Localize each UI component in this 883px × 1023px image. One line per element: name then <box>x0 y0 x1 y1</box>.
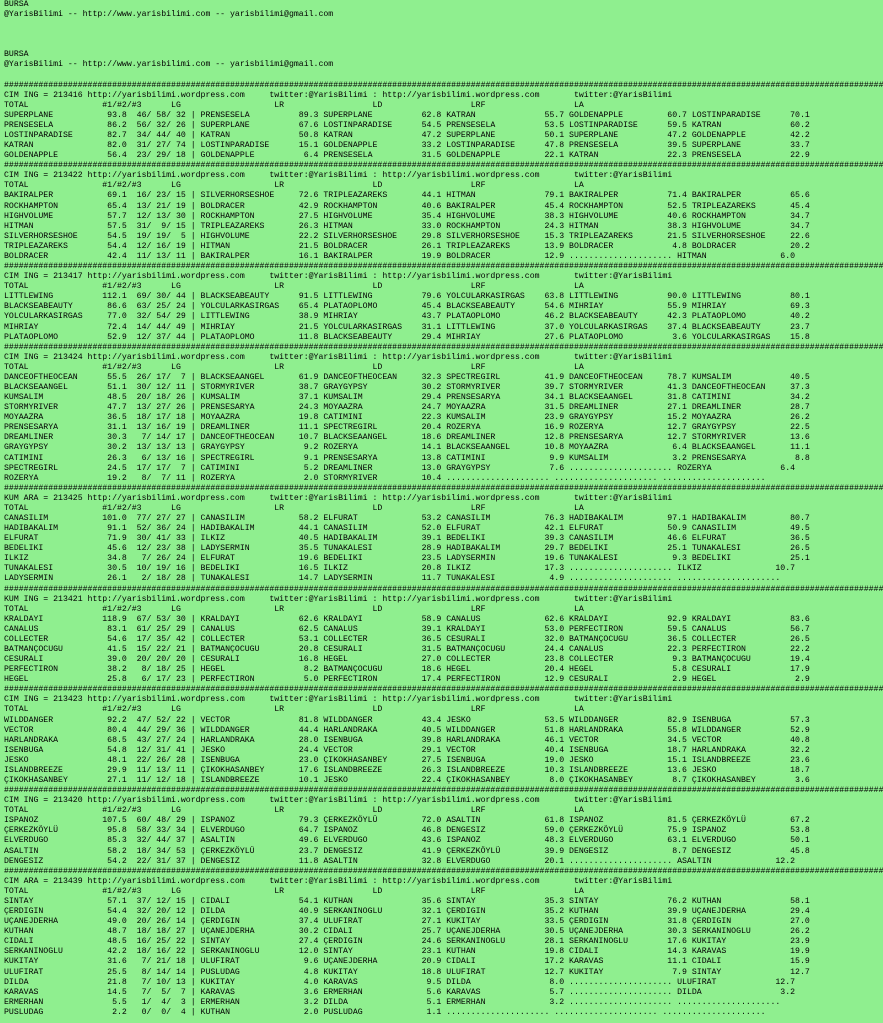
result-row: COLLECTER 54.6 17/ 35/ 42 | COLLECTER 53.1 COLLECTER 36.5 CESURALI 32.0 BATMANÇOCUGU 36.5 COLLECTER 26.5 <box>4 634 810 644</box>
result-row: LOSTINPARADISE 82.7 34/ 44/ 40 | KATRAN 50.8 KATRAN 47.2 SUPERPLANE 50.1 SUPERPLANE 47.2 GOLDENAPPLE 42.2 <box>4 131 810 141</box>
text-line: BURSA <box>4 0 29 9</box>
column-header: TOTAL #1/#2/#3 LG LR LD LRF LA <box>4 362 584 372</box>
result-row: ASALTIN 58.2 18/ 34/ 53 | ÇERKEZKÖYLÜ 23.7 DENGESIZ 41.9 ÇERKEZKÖYLÜ 39.9 DENGESIZ 8.7 DENGESIZ 45.8 <box>4 846 810 856</box>
result-row: KARAVAS 14.5 7/ 5/ 7 | KARAVAS 3.6 ERMERHAN 5.6 KARAVAS 5.7 ..................... DILDA 3.2 <box>4 987 796 997</box>
column-header: TOTAL #1/#2/#3 LG LR LD LRF LA <box>4 282 584 292</box>
race-header: KUM ING = 213421 http://yarisbilimi.wordpress.com twitter:@YarisBilimi : http://yarisbilimi.wordpress.com twitter:@YarisBilimi <box>4 594 673 604</box>
result-row: KATRAN 82.0 31/ 27/ 74 | LOSTINPARADISE 15.1 GOLDENAPPLE 33.2 LOSTINPARADISE 47.8 PRENSESELA 39.5 SUPERPLANE 33.7 <box>4 141 810 151</box>
result-row: HARLANDRAKA 68.5 43/ 27/ 24 | HARLANDRAKA 28.0 ISENBUGA 39.8 HARLANDRAKA 46.1 VECTOR 34.5 VECTOR 40.8 <box>4 735 810 745</box>
column-header: TOTAL #1/#2/#3 LG LR LD LRF LA <box>4 503 584 513</box>
result-row: BOLDRACER 42.4 11/ 13/ 11 | BAKIRALPER 16.1 BAKIRALPER 19.9 BOLDRACER 12.9 ..................... HITMAN 6.0 <box>4 251 796 261</box>
result-row: CANALUS 83.1 61/ 25/ 29 | CANALUS 62.5 CANALUS 39.1 KRALDAYI 53.0 PERFECTIRON 59.5 CANALUS 56.7 <box>4 624 810 634</box>
column-header: TOTAL #1/#2/#3 LG LR LD LRF LA <box>4 181 584 191</box>
result-row: DENGESIZ 54.2 22/ 31/ 37 | DENGESIZ 11.8 ASALTIN 32.8 ELVERDUGO 20.1 ..................... ASALTIN 12.2 <box>4 856 796 866</box>
result-row: CESURALI 39.0 20/ 20/ 20 | CESURALI 16.8 HEGEL 27.0 COLLECTER 23.8 COLLECTER 9.3 BATMANÇOCUGU 19.4 <box>4 655 810 665</box>
blank-line <box>4 71 767 81</box>
result-row: SERKANINOGLU 42.2 18/ 16/ 22 | SERKANINOGLU 12.0 SINTAY 23.1 KUTHAN 19.8 CIDALI 14.3 KARAVAS 19.9 <box>4 947 810 957</box>
result-row: HADIBAKALIM 91.1 52/ 36/ 24 | HADIBAKALIM 44.1 CANASILIM 52.0 ELFURAT 42.1 ELFURAT 50.9 CANASILIM 49.5 <box>4 524 810 534</box>
column-header: TOTAL #1/#2/#3 LG LR LD LRF LA <box>4 100 584 110</box>
section-separator: ################################################################################################################################################################################### <box>4 262 883 272</box>
result-row: KUTHAN 48.7 18/ 18/ 27 | UÇANEJDERHA 30.2 CIDALI 25.7 UÇANEJDERHA 30.5 UÇANEJDERHA 30.3 SERKANINOGLU 26.2 <box>4 927 810 937</box>
result-row: ERMERHAN 5.5 1/ 4/ 3 | ERMERHAN 3.2 DILDA 5.1 ERMERHAN 3.2 ..................... ..................... <box>4 997 781 1007</box>
section-separator: ################################################################################################################################################################################### <box>4 342 883 352</box>
result-row: BEDELIKI 45.6 12/ 23/ 38 | LADYSERMIN 35.5 TUNAKALESI 28.9 HADIBAKALIM 29.7 BEDELIKI 25.1 TUNAKALESI 26.5 <box>4 544 810 554</box>
result-row: CANASILIM 101.0 77/ 27/ 27 | CANASILIM 58.2 ELFURAT 53.2 CANASILIM 76.3 HADIBAKALIM 97.1 HADIBAKALIM 80.7 <box>4 513 810 523</box>
result-row: SUPERPLANE 93.8 46/ 58/ 32 | PRENSESELA 89.3 SUPERPLANE 62.8 KATRAN 55.7 GOLDENAPPLE 60.7 LOSTINPARADISE 70.1 <box>4 110 810 120</box>
result-row: STORMYRIVER 47.7 13/ 27/ 26 | PRENSESARYA 24.3 MOYAAZRA 24.7 MOYAAZRA 31.5 DREAMLINER 27.1 DREAMLINER 28.7 <box>4 403 810 413</box>
result-row: PRENSESELA 86.2 56/ 32/ 26 | SUPERPLANE 67.6 LOSTINPARADISE 54.5 PRENSESELA 53.5 LOSTINPARADISE 59.5 KATRAN 60.2 <box>4 120 810 130</box>
result-row: TRIPLEAZAREKS 54.4 12/ 16/ 19 | HITMAN 21.5 BOLDRACER 26.1 TRIPLEAZAREKS 13.9 BOLDRACER 4.8 BOLDRACER 20.2 <box>4 241 810 251</box>
section-separator: ################################################################################################################################################################################### <box>4 80 883 90</box>
race-header: CIM ING = 213417 http://yarisbilimi.wordpress.com twitter:@YarisBilimi : http://yarisbilimi.wordpress.com twitter:@YarisBilimi <box>4 272 673 282</box>
section-separator: ################################################################################################################################################################################### <box>4 866 883 876</box>
result-row: GOLDENAPPLE 56.4 23/ 29/ 18 | GOLDENAPPLE 6.4 PRENSESELA 31.5 GOLDENAPPLE 22.1 KATRAN 22.3 PRENSESELA 22.9 <box>4 151 810 161</box>
result-row: ROZERYA 19.2 8/ 7/ 11 | ROZERYA 2.0 STORMYRIVER 10.4 ..................... ..................... ..................... <box>4 473 766 483</box>
blank-line <box>4 30 767 40</box>
result-row: KUKITAY 31.6 7/ 21/ 18 | ULUFIRAT 9.6 UÇANEJDERHA 20.9 CIDALI 17.2 KARAVAS 11.1 CIDALI 15.9 <box>4 957 810 967</box>
result-row: ELFURAT 71.9 30/ 41/ 33 | ILKIZ 40.5 HADIBAKALIM 39.1 BEDELIKI 39.3 CANASILIM 46.6 ELFURAT 36.5 <box>4 534 810 544</box>
blank-line <box>4 40 767 50</box>
text-line: BURSA <box>4 50 29 60</box>
result-row: ROCKHAMPTON 65.4 13/ 21/ 19 | BOLDRACER 42.9 ROCKHAMPTON 40.6 BAKIRALPER 45.4 ROCKHAMPTON 52.5 TRIPLEAZAREKS 45.4 <box>4 201 810 211</box>
result-row: VECTOR 80.4 44/ 29/ 36 | WILDDANGER 44.4 HARLANDRAKA 40.5 WILDDANGER 51.8 HARLANDRAKA 55.8 WILDDANGER 52.9 <box>4 725 810 735</box>
section-separator: ################################################################################################################################################################################### <box>4 161 883 171</box>
result-row: BAKIRALPER 69.1 16/ 23/ 15 | SILVERHORSESHOE 72.6 TRIPLEAZAREKS 44.1 HITMAN 79.1 BAKIRALPER 71.4 BAKIRALPER 65.6 <box>4 191 810 201</box>
text-line: @YarisBilimi -- http://www.yarisbilimi.com -- yarisbilimi@gmail.com <box>4 60 334 70</box>
result-row: BATMANÇOCUGU 41.5 15/ 22/ 21 | BATMANÇOCUGU 20.8 CESURALI 31.5 BATMANÇOCUGU 24.4 CANALUS 22.3 PERFECTIRON 22.2 <box>4 645 810 654</box>
race-header: CIM ING = 213423 http://yarisbilimi.wordpress.com twitter:@YarisBilimi : http://yarisbilimi.wordpress.com twitter:@YarisBilimi <box>4 695 673 705</box>
result-row: SILVERHORSESHOE 54.5 19/ 19/ 5 | HIGHVOLUME 22.2 SILVERHORSESHOE 29.8 SILVERHORSESHOE 15.3 TRIPLEAZAREKS 21.5 SILVERHORSESHOE 22.6 <box>4 231 810 241</box>
result-row: CIDALI 48.5 16/ 25/ 22 | SINTAY 27.4 ÇERDIGIN 24.6 SERKANINOGLU 28.1 SERKANINOGLU 17.6 KUKITAY 23.9 <box>4 937 810 947</box>
race-header: CIM ING = 213424 http://yarisbilimi.wordpress.com twitter:@YarisBilimi : http://yarisbilimi.wordpress.com twitter:@YarisBilimi <box>4 352 673 362</box>
result-row: CATIMINI 26.3 6/ 13/ 16 | SPECTREGIRL 9.1 PRENSESARYA 13.8 CATIMINI 9.9 KUMSALIM 3.2 PRENSESARYA 8.8 <box>4 453 810 463</box>
result-row: ÇERDIGIN 54.4 32/ 20/ 12 | DILDA 40.9 SERKANINOGLU 32.1 ÇERDIGIN 35.2 KUTHAN 39.9 UÇANEJDERHA 29.4 <box>4 907 810 917</box>
result-row: ELVERDUGO 85.3 32/ 44/ 37 | ASALTIN 49.6 ELVERDUGO 43.6 ISPANOZ 48.3 ELVERDUGO 63.1 ELVERDUGO 50.1 <box>4 836 810 846</box>
result-row: MIHRIAY 72.4 14/ 44/ 49 | MIHRIAY 21.5 YOLCULARKASIRGAS 31.1 LITTLEWING 37.0 YOLCULARKASIRGAS 37.4 BLACKSEABEAUTY 23.7 <box>4 322 810 332</box>
section-separator: ################################################################################################################################################################################### <box>4 483 883 493</box>
section-separator: ################################################################################################################################################################################### <box>4 685 883 695</box>
result-row: ÇERKEZKÖYLÜ 95.8 58/ 33/ 34 | ELVERDUGO 64.7 ISPANOZ 46.8 DENGESIZ 59.0 ÇERKEZKÖYLÜ 75.9 ISPANOZ 53.8 <box>4 826 810 836</box>
result-row: KRALDAYI 118.9 67/ 53/ 30 | KRALDAYI 62.6 KRALDAYI 58.9 CANALUS 62.6 KRALDAYI 92.9 KRALDAYI 83.6 <box>4 614 810 624</box>
column-header: TOTAL #1/#2/#3 LG LR LD LRF LA <box>4 886 584 896</box>
result-row: DANCEOFTHEOCEAN 55.5 26/ 17/ 7 | BLACKSEAANGEL 61.9 DANCEOFTHEOCEAN 32.3 SPECTREGIRL 41.9 DANCEOFTHEOCEAN 78.7 KUMSALIM 40.5 <box>4 372 810 382</box>
section-separator: ################################################################################################################################################################################### <box>4 786 883 796</box>
result-row: DREAMLINER 30.3 7/ 14/ 17 | DANCEOFTHEOCEAN 10.7 BLACKSEAANGEL 18.6 DREAMLINER 12.8 PRENSESARYA 12.7 STORMYRIVER 13.6 <box>4 433 810 443</box>
result-row: ISPANOZ 107.5 60/ 48/ 29 | ISPANOZ 79.3 ÇERKEZKÖYLÜ 72.0 ASALTIN 61.8 ISPANOZ 81.5 ÇERKEZKÖYLÜ 67.2 <box>4 816 810 826</box>
result-row: SINTAY 57.1 37/ 12/ 15 | CIDALI 54.1 KUTHAN 35.6 SINTAY 35.3 SINTAY 76.2 KUTHAN 58.1 <box>4 896 810 906</box>
result-row: YOLCULARKASIRGAS 77.0 32/ 54/ 29 | LITTLEWING 38.9 MIHRIAY 43.7 PLATAOPLOMO 46.2 BLACKSEABEAUTY 42.3 PLATAOPLOMO 40.2 <box>4 312 810 322</box>
column-header: TOTAL #1/#2/#3 LG LR LD LRF LA <box>4 705 584 715</box>
result-row: LADYSERMIN 26.1 2/ 18/ 28 | TUNAKALESI 14.7 LADYSERMIN 11.7 TUNAKALESI 4.9 ..................... ..................... <box>4 574 781 584</box>
result-row: SPECTREGIRL 24.5 17/ 17/ 7 | CATIMINI 5.2 DREAMLINER 13.0 GRAYGYPSY 7.6 ..................... ROZERYA 6.4 <box>4 463 796 473</box>
result-row: ÇIKOKHASANBEY 27.1 11/ 12/ 18 | ISLANDBREEZE 10.1 JESKO 22.4 ÇIKOKHASANBEY 8.0 ÇIKOKHASANBEY 8.7 ÇIKOKHASANBEY 3.6 <box>4 776 810 786</box>
race-header: CIM ING = 213416 http://yarisbilimi.wordpress.com twitter:@YarisBilimi : http://yarisbilimi.wordpress.com twitter:@YarisBilimi <box>4 90 673 100</box>
result-row: WILDDANGER 92.2 47/ 52/ 22 | VECTOR 81.8 WILDDANGER 43.4 JESKO 53.5 WILDDANGER 82.9 ISENBUGA 57.3 <box>4 715 810 725</box>
result-row: TUNAKALESI 30.5 10/ 19/ 16 | BEDELIKI 16.5 ILKIZ 20.8 ILKIZ 17.3 ..................... ILKIZ 10.7 <box>4 564 796 574</box>
result-row: DILDA 21.8 7/ 10/ 13 | KUKITAY 4.0 KARAVAS 9.5 DILDA 8.0 ..................... ULUFIRAT 12.7 <box>4 977 796 987</box>
result-row: ULUFIRAT 25.5 8/ 14/ 14 | PUSLUDAG 4.8 KUKITAY 18.8 ULUFIRAT 12.7 KUKITAY 7.9 SINTAY 12.7 <box>4 967 810 977</box>
result-row: GRAYGYPSY 30.2 13/ 13/ 13 | GRAYGYPSY 9.2 ROZERYA 14.1 BLACKSEAANGEL 10.8 MOYAAZRA 6.4 BLACKSEAANGEL 11.1 <box>4 443 810 453</box>
result-row: ISLANDBREEZE 29.9 11/ 13/ 11 | ÇIKOKHASANBEY 17.6 ISLANDBREEZE 26.3 ISLANDBREEZE 10.3 ISLANDBREEZE 13.6 JESKO 18.7 <box>4 765 810 775</box>
section-separator: ################################################################################################################################################################################### <box>4 584 883 594</box>
result-row: HITMAN 57.5 31/ 9/ 15 | TRIPLEAZAREKS 26.3 HITMAN 33.0 ROCKHAMPTON 24.3 HITMAN 38.3 HIGHVOLUME 34.7 <box>4 221 810 231</box>
race-header: CIM ARA = 213439 http://yarisbilimi.wordpress.com twitter:@YarisBilimi : http://yarisbilimi.wordpress.com twitter:@YarisBilimi <box>4 876 673 886</box>
result-row: PLATAOPLOMO 52.9 12/ 37/ 44 | PLATAOPLOMO 11.8 BLACKSEABEAUTY 29.4 MIHRIAY 27.6 PLATAOPLOMO 3.6 YOLCULARKASIRGAS 15.8 <box>4 332 810 342</box>
column-header: TOTAL #1/#2/#3 LG LR LD LRF LA <box>4 604 584 614</box>
result-row: BLACKSEABEAUTY 86.6 63/ 25/ 24 | YOLCULARKASIRGAS 65.4 PLATAOPLOMO 45.4 BLACKSEABEAUTY 54.6 MIHRIAY 55.9 MIHRIAY 69.3 <box>4 302 810 312</box>
result-row: UÇANEJDERHA 49.0 20/ 26/ 14 | ÇERDIGIN 37.4 ULUFIRAT 27.1 KUKITAY 33.5 ÇERDIGIN 31.8 ÇERDIGIN 27.0 <box>4 917 810 927</box>
result-row: PRENSESARYA 31.1 13/ 16/ 19 | DREAMLINER 11.1 SPECTREGIRL 20.4 ROZERYA 16.9 ROZERYA 12.7 GRAYGYPSY 22.5 <box>4 423 810 433</box>
column-header: TOTAL #1/#2/#3 LG LR LD LRF LA <box>4 806 584 816</box>
result-row: PUSLUDAG 2.2 0/ 0/ 4 | KUTHAN 2.0 PUSLUDAG 1.1 ..................... ..................... ..................... <box>4 1007 766 1017</box>
text-line: @YarisBilimi -- http://www.yarisbilimi.com -- yarisbilimi@gmail.com <box>4 10 334 20</box>
result-row: LITTLEWING 112.1 69/ 30/ 44 | BLACKSEABEAUTY 91.5 LITTLEWING 79.6 YOLCULARKASIRGAS 63.8 LITTLEWING 90.0 LITTLEWING 80.1 <box>4 292 810 302</box>
race-header: CIM ING = 213420 http://yarisbilimi.wordpress.com twitter:@YarisBilimi : http://yarisbilimi.wordpress.com twitter:@YarisBilimi <box>4 796 673 806</box>
result-row: HEGEL 25.8 6/ 17/ 23 | PERFECTIRON 5.0 PERFECTIRON 17.4 PERFECTIRON 12.9 CESURALI 2.9 HEGEL 2.9 <box>4 675 810 685</box>
result-row: HIGHVOLUME 57.7 12/ 13/ 30 | ROCKHAMPTON 27.5 HIGHVOLUME 35.4 HIGHVOLUME 38.3 HIGHVOLUME 40.6 ROCKHAMPTON 34.7 <box>4 211 810 221</box>
result-row: ISENBUGA 54.8 12/ 31/ 41 | JESKO 24.4 VECTOR 29.1 VECTOR 40.4 ISENBUGA 18.7 HARLANDRAKA 32.2 <box>4 745 810 755</box>
result-row: MOYAAZRA 36.5 18/ 17/ 18 | MOYAAZRA 19.8 CATIMINI 22.3 KUMSALIM 23.9 GRAYGYPSY 15.2 MOYAAZRA 26.2 <box>4 413 810 423</box>
race-header: CIM ING = 213422 http://yarisbilimi.wordpress.com twitter:@YarisBilimi : http://yarisbilimi.wordpress.com twitter:@YarisBilimi <box>4 171 673 181</box>
result-row: KUMSALIM 48.5 20/ 18/ 26 | KUMSALIM 37.1 KUMSALIM 29.4 PRENSESARYA 34.1 BLACKSEAANGEL 31.8 CATIMINI 34.2 <box>4 393 810 403</box>
result-row: BLACKSEAANGEL 51.1 30/ 12/ 11 | STORMYRIVER 38.7 GRAYGYPSY 30.2 STORMYRIVER 39.7 STORMYRIVER 41.3 DANCEOFTHEOCEAN 37.3 <box>4 382 810 392</box>
blank-line <box>4 20 767 30</box>
race-header: KUM ARA = 213425 http://yarisbilimi.wordpress.com twitter:@YarisBilimi : http://yarisbilimi.wordpress.com twitter:@YarisBilimi <box>4 493 673 503</box>
result-row: JESKO 48.1 22/ 26/ 28 | ISENBUGA 23.0 ÇIKOKHASANBEY 27.5 ISENBUGA 19.0 JESKO 15.1 ISLANDBREEZE 23.6 <box>4 755 810 765</box>
result-row: PERFECTIRON 38.2 8/ 18/ 25 | HEGEL 8.2 BATMANÇOCUGU 18.6 HEGEL 20.4 HEGEL 5.8 CESURALI 17.9 <box>4 665 810 675</box>
result-row: ILKIZ 34.8 7/ 26/ 24 | ELFURAT 19.6 BEDELIKI 23.5 LADYSERMIN 19.6 TUNAKALESI 9.3 BEDELIKI 25.1 <box>4 554 810 564</box>
